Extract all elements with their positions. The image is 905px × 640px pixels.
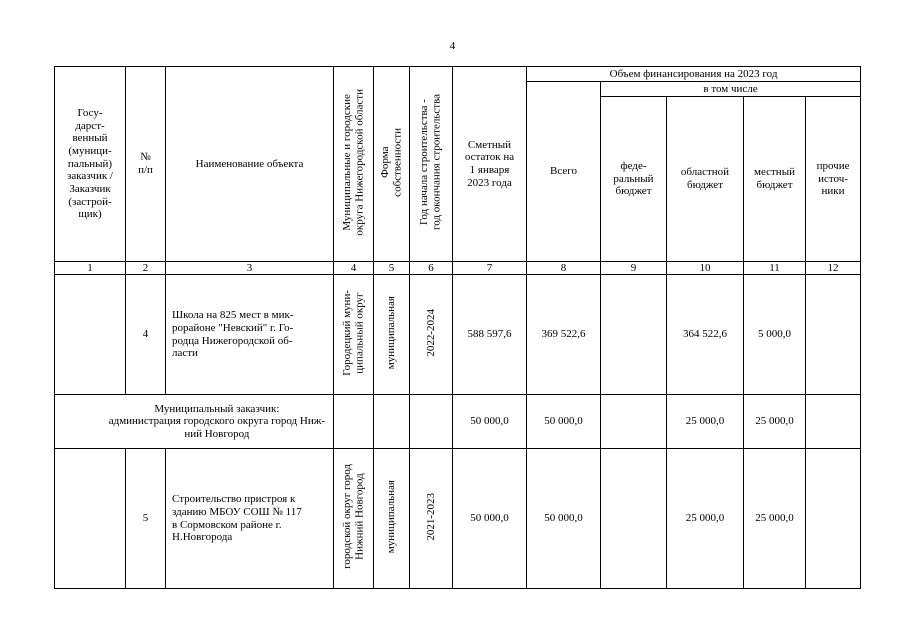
column-number: 6	[410, 262, 453, 275]
row-other	[806, 449, 861, 589]
row-regional: 25 000,0	[667, 449, 744, 589]
row-federal	[601, 449, 667, 589]
row-other	[806, 275, 861, 395]
customer-total: 50 000,0	[527, 395, 601, 449]
customer-name: Муниципальный заказчик: администрация городского округа город Ниж- ний Новгород	[55, 395, 334, 449]
column-number: 4	[334, 262, 374, 275]
page-number: 4	[449, 40, 456, 52]
customer-other	[806, 395, 861, 449]
customer-estimate: 50 000,0	[453, 395, 527, 449]
row-years: 2021-2023	[410, 449, 453, 589]
row-district: городской округ город Нижний Новгород	[334, 449, 374, 589]
header-local: местный бюджет	[744, 97, 806, 262]
column-number: 1	[55, 262, 126, 275]
row-ownership: муниципальная	[374, 449, 410, 589]
row-local: 25 000,0	[744, 449, 806, 589]
row-total: 369 522,6	[527, 275, 601, 395]
header-funding-group: Объем финансирования на 2023 год	[527, 67, 861, 82]
empty-cell	[334, 395, 374, 449]
row-object-name: Школа на 825 мест в мик- рорайоне "Невский" г. Го- родца Нижегородской об- ласти	[166, 275, 334, 395]
row-district: Городецкий муни- ципальный округ	[334, 275, 374, 395]
row-object-name: Строительство пристроя к зданию МБОУ СОШ № 117 в Сормовском районе г. Н.Новгорода	[166, 449, 334, 589]
empty-cell	[374, 395, 410, 449]
row-ownership: муниципальная	[374, 275, 410, 395]
row-estimate: 50 000,0	[453, 449, 527, 589]
header-estimate: Сметный остаток на 1 января 2023 года	[453, 67, 527, 262]
row-regional: 364 522,6	[667, 275, 744, 395]
customer-regional: 25 000,0	[667, 395, 744, 449]
header-number: № п/п	[126, 67, 166, 262]
customer-federal	[601, 395, 667, 449]
row-local: 5 000,0	[744, 275, 806, 395]
table-row	[55, 449, 861, 589]
empty-cell	[410, 395, 453, 449]
column-number: 9	[601, 262, 667, 275]
column-number: 7	[453, 262, 527, 275]
column-number: 10	[667, 262, 744, 275]
row-number: 5	[126, 449, 166, 589]
customer-local: 25 000,0	[744, 395, 806, 449]
row-estimate: 588 597,6	[453, 275, 527, 395]
row-number: 4	[126, 275, 166, 395]
row-years: 2022-2024	[410, 275, 453, 395]
header-federal: феде- ральный бюджет	[601, 97, 667, 262]
row-customer	[55, 275, 126, 395]
column-number: 12	[806, 262, 861, 275]
header-other: прочие источ- ники	[806, 97, 861, 262]
empty-cell	[55, 449, 126, 589]
column-number: 3	[166, 262, 334, 275]
header-district: Муниципальные и городские округа Нижегородской области	[334, 67, 374, 262]
column-number: 2	[126, 262, 166, 275]
column-numbers-row	[55, 262, 861, 275]
column-number: 11	[744, 262, 806, 275]
table-row	[55, 275, 861, 395]
financing-table	[54, 66, 861, 589]
header-regional: областной бюджет	[667, 97, 744, 262]
header-years: Год начала строительства - год окончания строительства	[410, 67, 453, 262]
header-ownership: Форма собственности	[374, 67, 410, 262]
row-federal	[601, 275, 667, 395]
customer-row	[55, 395, 861, 449]
column-number: 5	[374, 262, 410, 275]
header-including: в том числе	[601, 82, 861, 97]
header-customer: Госу- дарст- венный (муници- пальный) заказчик / Заказчик (застрой- щик)	[55, 67, 126, 262]
header-total: Всего	[527, 82, 601, 262]
header-object-name: Наименование объекта	[166, 67, 334, 262]
column-number: 8	[527, 262, 601, 275]
row-total: 50 000,0	[527, 449, 601, 589]
